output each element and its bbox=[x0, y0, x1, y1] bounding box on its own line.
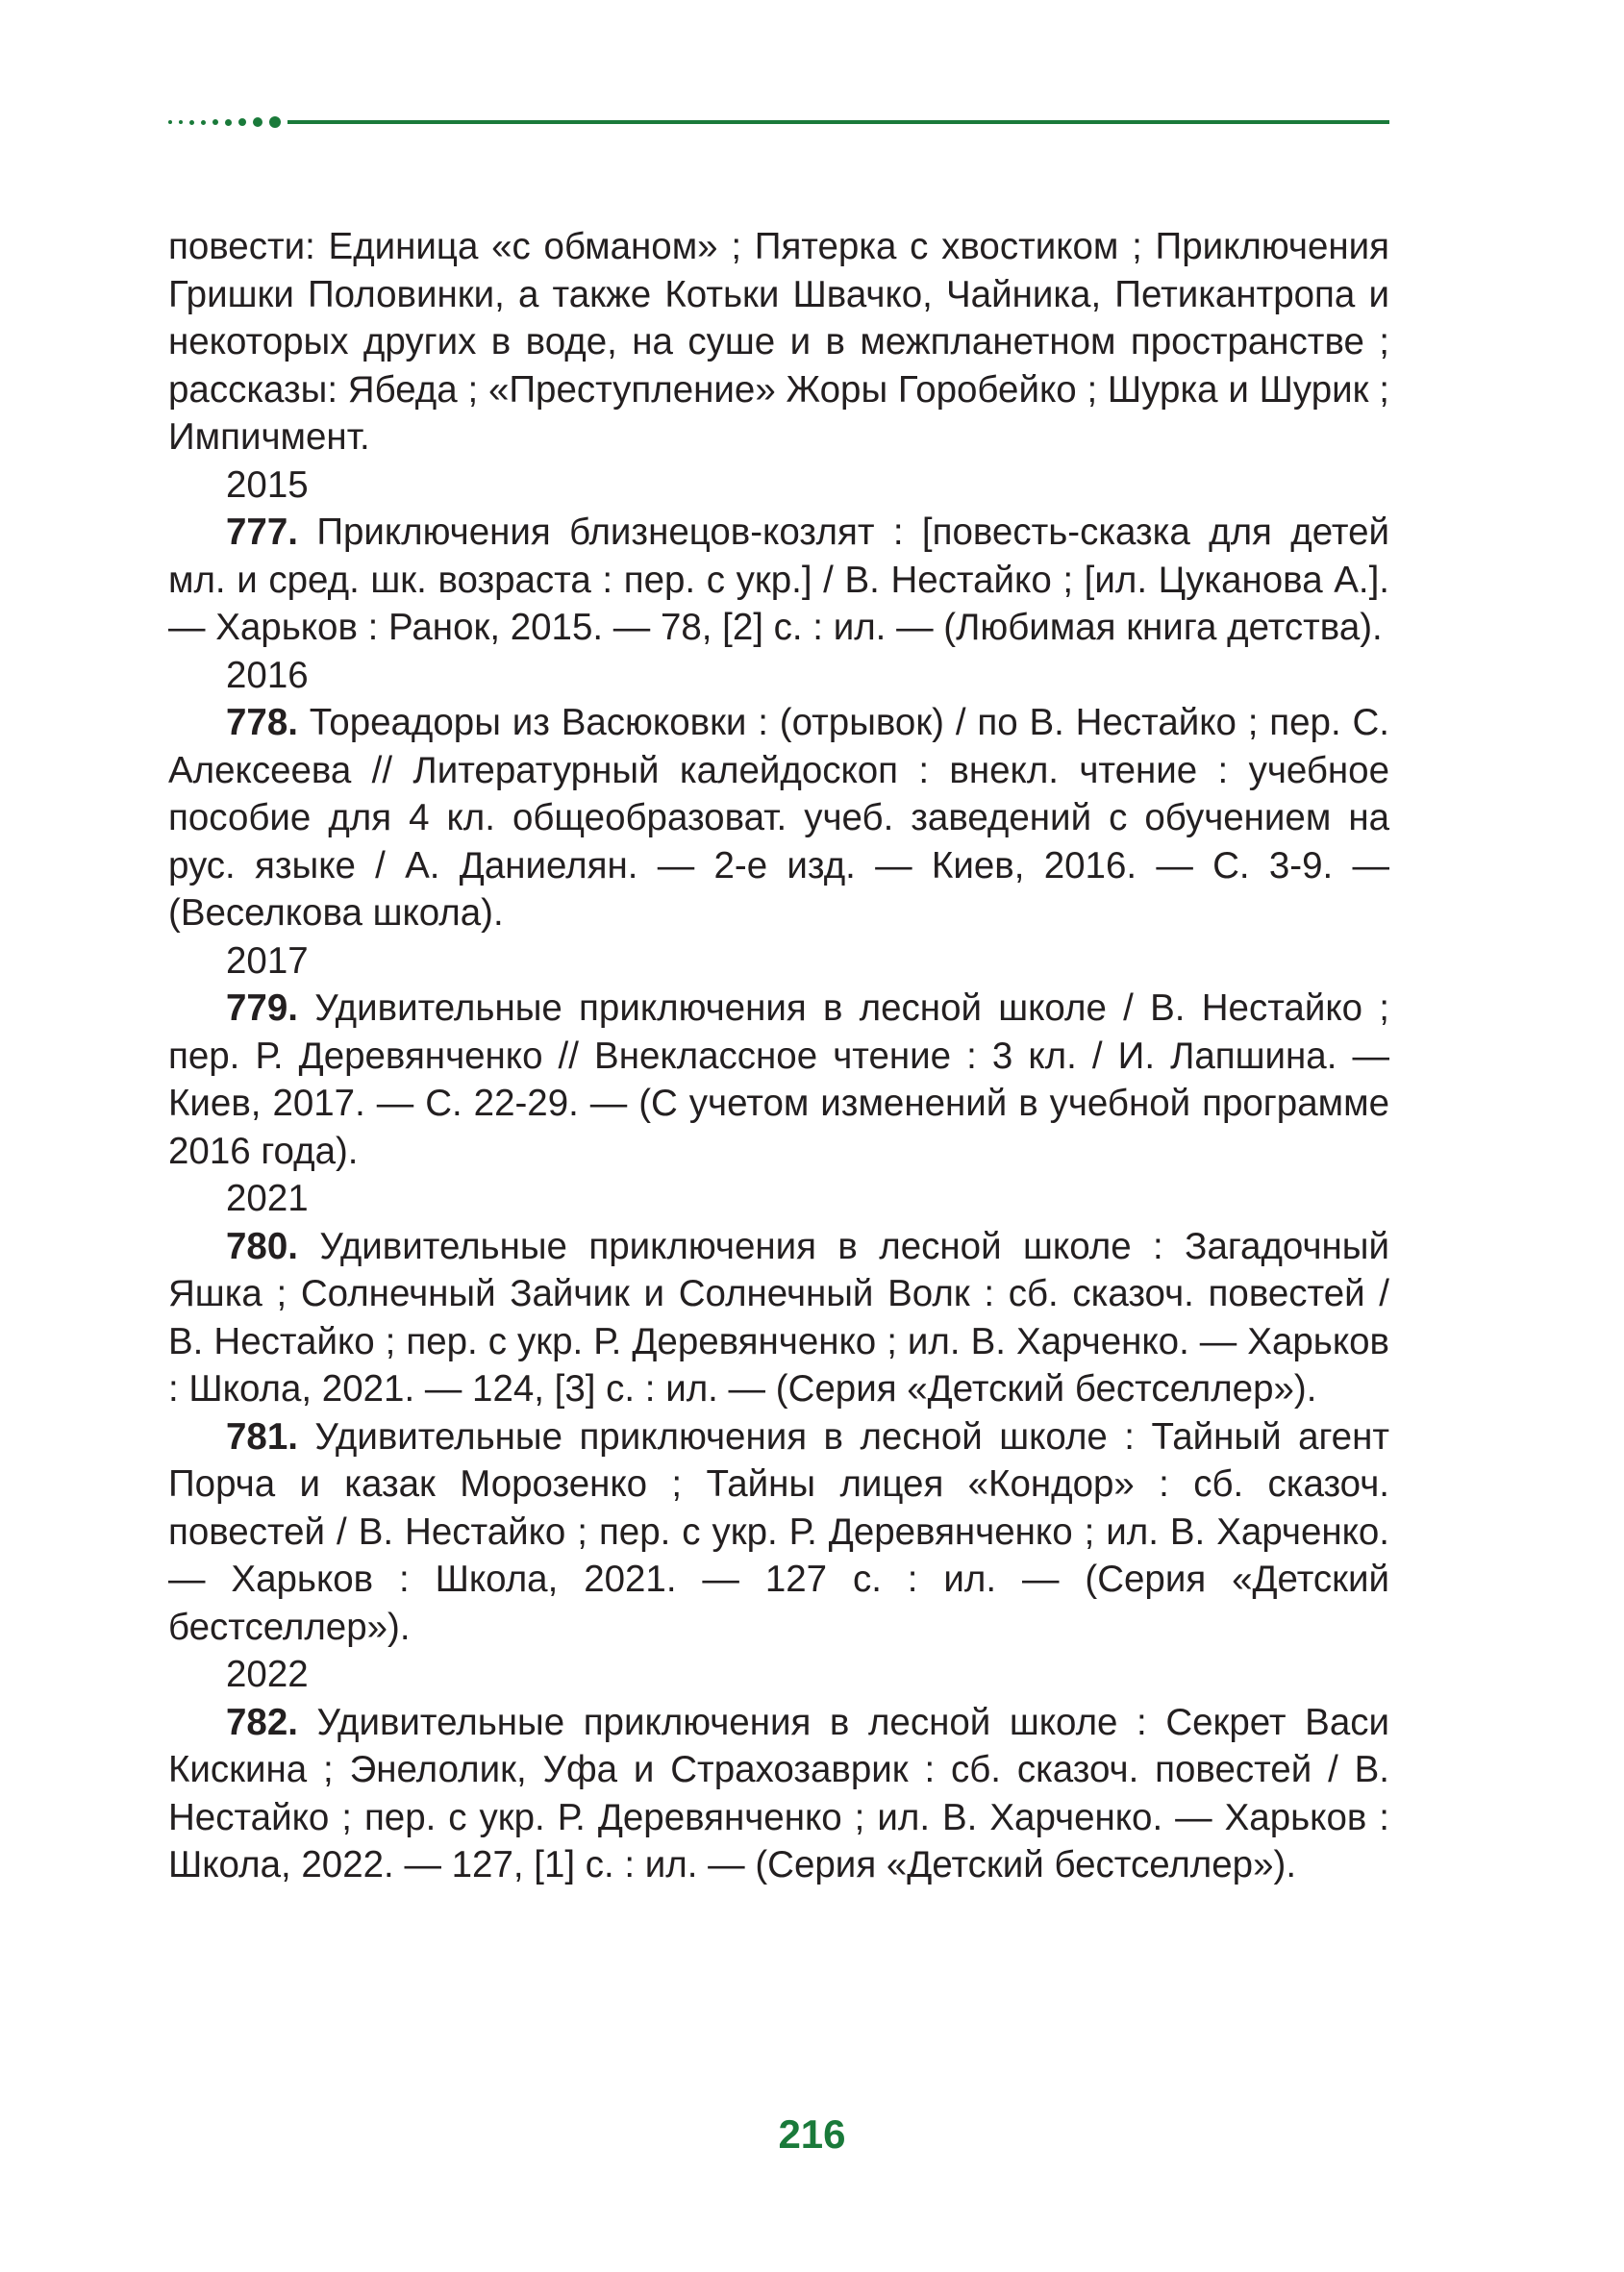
header-dot bbox=[201, 120, 206, 125]
header-dot bbox=[189, 120, 194, 125]
bibliography-entry bbox=[168, 1223, 1389, 1413]
header-dot bbox=[179, 120, 183, 124]
entry-text: Удивительные приключения в лесной школе : Тайный агент Порча и казак Морозенко ; Тайны лицея «Кондор» : сб. сказоч. повестей / В. Нестайко ; пер. с укр. Р. Деревянченко ; ил. В. Харченко. — Харьков : Школа, 2021. — 127 с. : ил. — (Серия «Детский бестселлер»). bbox=[168, 1415, 1389, 1648]
header-decorative-rule bbox=[168, 115, 1389, 129]
entry-number: 777. bbox=[226, 512, 298, 553]
header-dot bbox=[238, 118, 246, 126]
entry-number: 780. bbox=[226, 1225, 298, 1267]
bibliography-content bbox=[168, 223, 1389, 1889]
header-dot bbox=[212, 119, 218, 125]
year-heading: 2017 bbox=[226, 939, 309, 982]
entry-text: Приключения близнецов-козлят : [повесть-сказка для детей мл. и сред. шк. возраста : пер. с укр.] / В. Нестайко ; [ил. Цуканова А.]. — Харьков : Ранок, 2015. — 78, [2] с. : ил. — (Любимая книга детства). bbox=[168, 512, 1389, 648]
header-dots bbox=[168, 116, 287, 128]
year-heading: 2015 bbox=[226, 463, 309, 506]
header-dot bbox=[253, 117, 262, 127]
entry-text: Удивительные приключения в лесной школе : Секрет Васи Кискина ; Энелолик, Уфа и Страхозаврик : сб. сказоч. повестей / В. Нестайко ; пер. с укр. Р. Деревянченко ; ил. В. Харченко. — Харьков : Школа, 2022. — 127, [1] с. : ил. — (Серия «Детский бестселлер»). bbox=[168, 1701, 1389, 1885]
entry-text: Удивительные приключения в лесной школе : Загадочный Яшка ; Солнечный Зайчик и Солнечный Волк : сб. сказоч. повестей / В. Нестайко ; пер. с укр. Р. Деревянченко ; ил. В. Харченко. — Харьков : Школа, 2021. — 124, [3] с. : ил. — (Серия «Детский бестселлер»). bbox=[168, 1225, 1389, 1410]
bibliography-entry bbox=[168, 1413, 1389, 1652]
entry-number: 781. bbox=[226, 1415, 298, 1458]
year-heading: 2016 bbox=[226, 654, 309, 696]
page-number: 216 bbox=[778, 2111, 846, 2157]
bibliography-entry bbox=[168, 1699, 1389, 1889]
entry-text: Удивительные приключения в лесной школе / В. Нестайко ; пер. Р. Деревянченко // Внеклассное чтение : 3 кл. / И. Лапшина. — Киев, 2017. — С. 22-29. — (С учетом изменений в учебной программе 2016 года). bbox=[168, 987, 1389, 1172]
header-dot bbox=[225, 119, 232, 126]
year-heading: 2022 bbox=[226, 1654, 309, 1695]
continuation-paragraph: повести: Единица «с обманом» ; Пятерка с хвостиком ; Приключения Гришки Половинки, а также Котьки Швачко, Чайника, Петикантропа и некоторых других в воде, на суше и в межпланетном пространстве ; рассказы: Ябеда ; «Преступление» Жоры Горобейко ; Шурка и Шурик ; Импичмент. bbox=[168, 226, 1389, 458]
header-dot bbox=[269, 116, 281, 128]
year-heading: 2021 bbox=[226, 1178, 309, 1219]
entry-number: 779. bbox=[226, 987, 298, 1029]
entry-text: Тореадоры из Васюковки : (отрывок) / по В. Нестайко ; пер. С. Алексеева // Литературный калейдоскоп : внекл. чтение : учебное пособие для 4 кл. общеобразоват. учеб. заведений с обучением на рус. языке / А. Даниелян. — 2-е изд. — Киев, 2016. — С. 3-9. — (Веселкова школа). bbox=[168, 702, 1389, 934]
bibliography-entry bbox=[168, 985, 1389, 1175]
entry-number: 778. bbox=[226, 702, 298, 743]
header-dot bbox=[168, 120, 172, 124]
bibliography-entry bbox=[168, 509, 1389, 652]
entry-number: 782. bbox=[226, 1701, 298, 1743]
bibliography-entry bbox=[168, 699, 1389, 937]
header-line bbox=[287, 120, 1389, 124]
